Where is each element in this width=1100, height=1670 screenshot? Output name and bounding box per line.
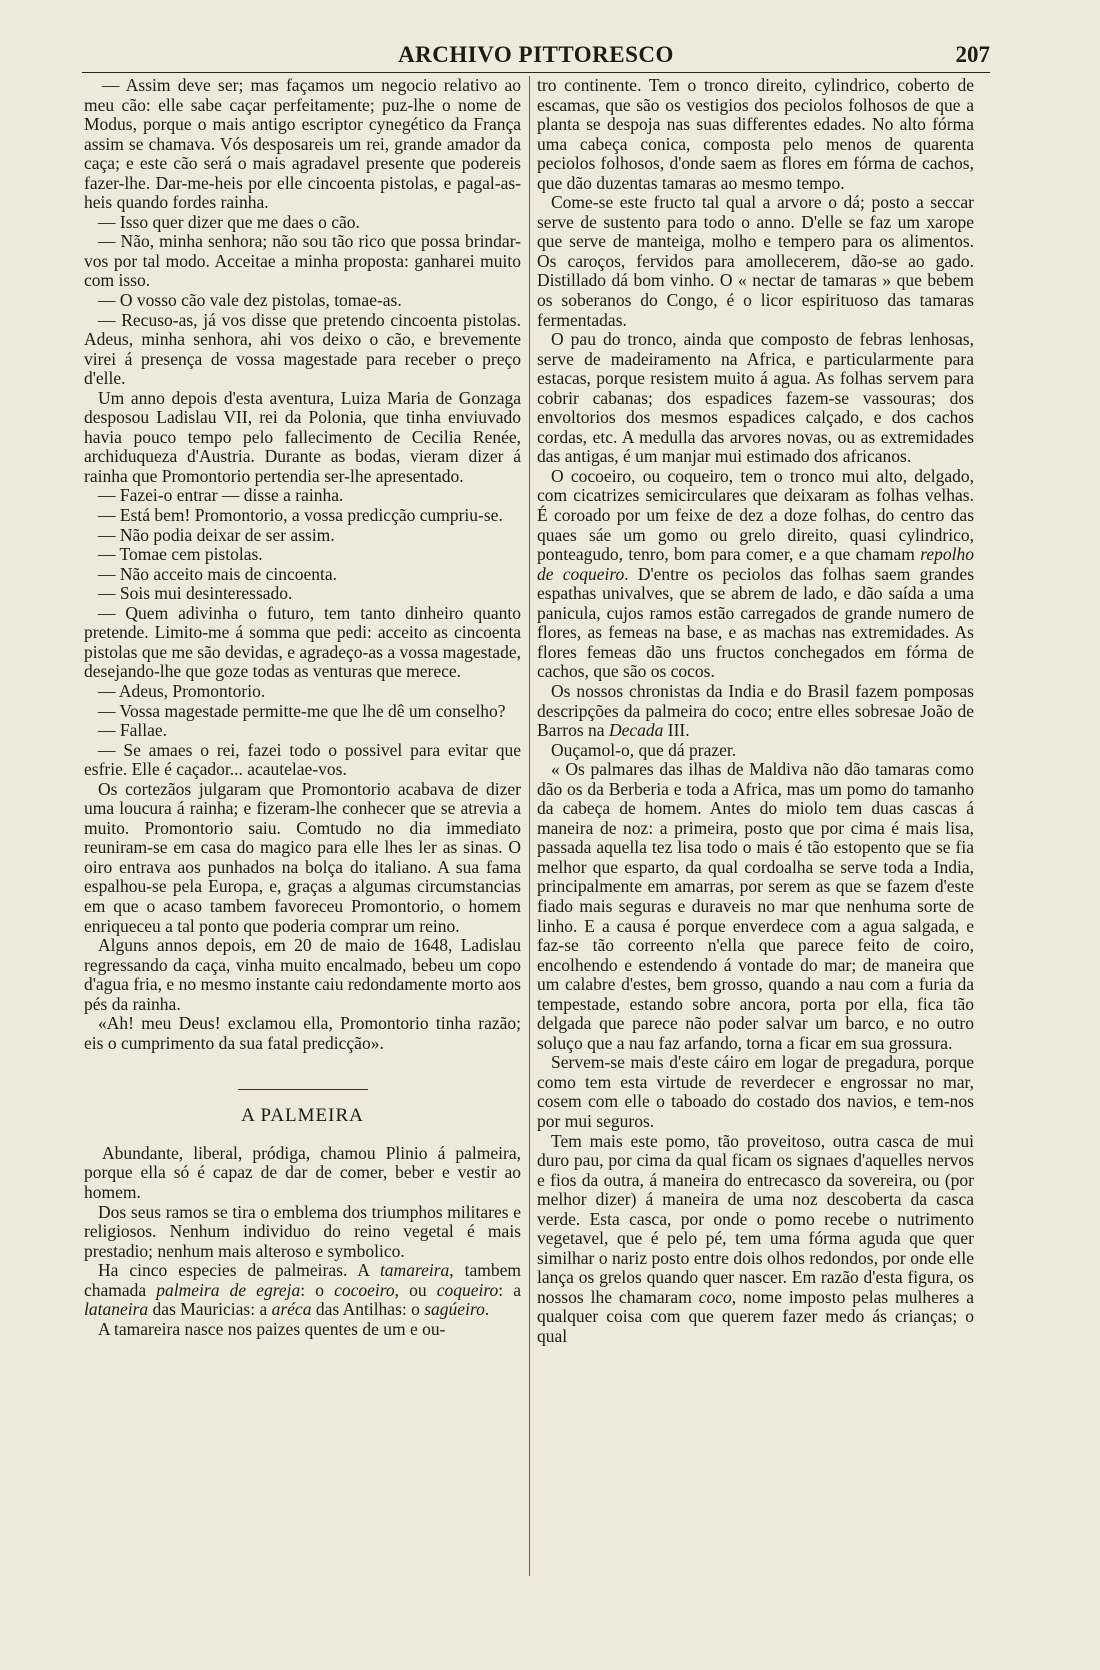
text-run: , tambem chamada [84,1260,521,1300]
text-run: das Antilhas: o [311,1299,425,1320]
page-header [82,38,990,73]
paragraph: Um anno depois d'esta aventura, Luiza Maria de Gonzaga desposou Ladislau VII, rei da Polonia, que tinha enviuvado havia pouco tempo pelo fallecimento de Cecilia Renée, archiduqueza d'Austria. Durante as bodas, vieram dizer á rainha que Promontorio pertendia ser-lhe apresentado. [84,387,521,486]
text-run: III. [663,720,690,741]
paragraph: Come-se este fructo tal qual a arvore o dá; posto a seccar serve de sustento para todo o anno. D'elle se faz um xarope que serve de manteiga, molho e tempero para os alimentos. Os caroços, fervidos para amollecerem, dão-se ao gado. Distillado dá bom vinho. O « nectar de tamaras » que bebem os soberanos do Congo, é o licor espirituoso das tamaras fermentadas. [537,192,974,330]
species-name: aréca [271,1299,312,1320]
italic-term: coco [698,1286,732,1307]
paragraph: — Fallae. [98,720,168,741]
text-run: Tem mais este pomo, tão proveitoso, outra casca de mui duro pau, por cima da qual ficam os signaes d'aquelles nervos e fios da outra, á maneira do entrecasco da sovereira, ou (por melhor dizer) á maneira de uma noz descoberta da casca verde. Esta casca, por onde o pomo recebe o nutrimento vegetavel, que é pelo pé, tem uma fórma aguda que quer similhar o nariz posto entre dois olhos redondos, por onde elle lança os grelos quando quer nascer. Em razão d'esta figura, os nossos lhe chamaram [537,1130,974,1307]
text-run: Os nossos chronistas da India e do Brasil fazem pomposas descripções da palmeira do coco; entre elles sobresae João de Barros na [537,680,974,741]
paragraph: O pau do tronco, ainda que composto de febras lenhosas, serve de madeiramento na Africa, e particularmente para estacas, porque resistem muito á agua. As folhas servem para cobrir cabanas; dos espadices fazem-se vassouras; dos envoltorios dos mesmos espadices calçado, e dos cachos cordas, etc. A medulla das arvores novas, ou as extremidades das antigas, é um manjar mui estimado dos africanos. [537,329,974,467]
text-run: : a [498,1279,522,1300]
paragraph: — Adeus, Promontorio. [98,680,266,701]
paragraph: — Assim deve ser; mas façamos um negocio relativo ao meu cão: elle sabe caçar perfeitamente; puz-lhe o nome de Modus, porque o mais antigo escriptor cynegético da França assim se chamava. Vós desposareis um rei, grande amador da caça; e este cão será o mais agradavel presente que podereis fazer-lhe. Dar-me-heis por elle cincoenta pistolas, e pagal-as-heis quando fordes rainha. [84,75,521,213]
text-run: , nome imposto pelas mulheres a qualquer coisa com que querem fazer medo ás crianças; o qual [537,1286,974,1346]
palm-paragraph: Abundante, liberal, pródiga, chamou Plinio á palmeira, porque ella só é capaz de dar de comer, beber e vestir ao homem. [84,1142,521,1202]
paragraph: Alguns annos depois, em 20 de maio de 1648, Ladislau regressando da caça, vinha muito encalmado, bebeu um copo d'agua fria, e no mesmo instante caiu redondamente morto aos pés da rainha. [84,935,521,1014]
right-column [537,76,974,1347]
paragraph [537,682,974,741]
paragraph [537,1132,974,1347]
paragraph: — Recuso-as, já vos disse que pretendo cincoenta pistolas. Adeus, minha senhora, ahi vos deixo o cão, e brevemente virei á presença de vossa magestade para receber o preço d'elle. [84,309,521,389]
species-name: palmeira de egreja [156,1279,301,1300]
paragraph: — Fazei-o entrar — disse a rainha. [98,485,344,506]
section-title: A PALMEIRA [241,1105,364,1127]
paragraph [537,467,974,682]
italic-term: Decada [608,720,664,741]
paragraph: — Isso quer dizer que me daes o cão. [98,211,360,232]
left-column [84,76,521,1339]
section-divider [238,1089,368,1090]
italic-term: repolho de coqueiro [537,544,974,584]
text-run: . [484,1299,490,1320]
palm-species-paragraph [84,1261,521,1320]
text-run: : o [300,1279,335,1300]
palm-paragraph: Dos seus ramos se tira o emblema dos triumphos militares e religiosos. Nenhum individuo do reino vegetal é mais prestadio; nenhum mais alteroso e symbolico. [84,1201,521,1261]
paragraph: — Está bem! Promontorio, a vossa predicção cumpriu-se. [98,505,503,526]
left-paragraphs [84,76,521,1053]
text-run: O cocoeiro, ou coqueiro, tem o tronco mui alto, delgado, com cicatrizes semicirculares que deixaram as folhas velhas. É coroado por um feixe de dez a doze folhas, do centro das quaes sáe um gomo ou grelo direito, quasi cylindrico, ponteagudo, tenro, bom para comer, e a que chamam [537,465,974,565]
species-name: cocoeiro [334,1279,395,1300]
paragraph: — Não, minha senhora; não sou tão rico que possa brindar-vos por tal modo. Acceitae a minha proposta: ganharei muito com isso. [84,231,521,291]
species-name: sagúeiro [424,1299,485,1320]
paragraph: — Se amaes o rei, fazei todo o possivel para evitar que esfrie. Elle é caçador... acautelae-vos. [84,739,521,780]
paragraph: — Quem adivinha o futuro, tem tanto dinheiro quanto pretende. Limito-me á somma que pedi: acceito as cincoenta pistolas que me são devidas, e agradeço-as a vossa magestade, desejando-lhe que goze todas as venturas que merece. [84,602,521,682]
text-run: das Mauricias: a [148,1299,272,1320]
text-run: Ha cinco especies de palmeiras. A [98,1260,380,1281]
paragraph: — Não podia deixar de ser assim. [98,524,335,545]
species-name: lataneira [84,1299,149,1320]
species-name: tamareira [379,1260,450,1281]
paragraph: — Tomae cem pistolas. [98,544,263,565]
paragraph: «Ah! meu Deus! exclamou ella, Promontorio tinha razão; eis o cumprimento da sua fatal predicção». [84,1013,521,1053]
paragraph: — O vosso cão vale dez pistolas, tomae-as. [98,290,402,311]
paragraph: « Os palmares das ilhas de Maldiva não dão tamaras como dão os da Berberia e toda a Africa, mas um pomo do tamanho da cabeça de homem. Antes do miolo tem duas cascas á maneira de noz: a primeira, posto que por cima é mais lisa, passada aquella tez lisa todo o mais é tão estopento que se fia melhor que esparto, da qual cordoalha se serve toda a India, principalmente em amarras, por serem as que se fazem d'este fiado mais seguras e duraveis no mar que nenhuma sorte de linho. E a causa é porque enverdece com a agua salgada, e faz-se tão correento n'ella que parece feito de coiro, encolhendo e estendendo á vontade do mar; de maneira que um calabre d'estes, bem grosso, quando a nau com a furia da tempestade, estando sobre ancora, porta por ella, fica tão delgada que parece não poder salvar um barco, e no outro soluço que a nau faz arfando, torna a ficar em sua grossura. [537,759,974,1053]
paragraph: tro continente. Tem o tronco direito, cylindrico, coberto de escamas, que são os vestigios dos peciolos folhosos de que a planta se despoja nas suas differentes edades. No alto fórma uma cabeça conica, composta pelo menos de quarenta peciolos folhosos, d'onde saem as flores em fórma de cachos, que dão duzentas tamaras ao mesmo tempo. [537,75,974,193]
paragraph: Os cortezãos julgaram que Promontorio acabava de dizer uma loucura á rainha; e fizeram-lhe conhecer que se atrevia a muito. Promontorio saiu. Comtudo no dia immediato reuniram-se em casa do magico para elle lhes ler as sinas. O oiro entrava aos punhados na bolça do italiano. A sua fama espalhou-se pela Europa, e, graças a algumas circumstancias em que o acaso tambem favoreceu Promontorio, o homem enriqueceu a tal ponto que poderia comprar um reino. [84,778,521,936]
running-title: ARCHIVO PITTORESCO [398,42,674,67]
paragraph: Ouçamol-o, que dá prazer. [551,739,737,760]
paragraph: — Sois mui desinteressado. [98,583,293,604]
paragraph: — Não acceito mais de cincoenta. [98,563,338,584]
species-name: coqueiro [436,1279,499,1300]
paragraph: Servem-se mais d'este cáiro em logar de pregadura, porque como tem esta virtude de reverdecer e engrossar no mar, cosem com elle o taboado do costado dos navios, e tem-nos por mui seguros. [537,1052,974,1131]
text-run: , ou [394,1279,437,1300]
text-run: . D'entre os peciolos das folhas saem grandes espathas univalves, que se abrem de lado, e dão saída a uma panicula, cujos ramos estão carregados de grande numero de flores, as femeas na base, e as machas nas extremidades. As flores femeas dão uns fructos conchegados em fórma de cachos, que são os cocos. [537,563,975,682]
palm-paragraph: A tamareira nasce nos paizes quentes de um e ou- [98,1318,446,1339]
paragraph: — Vossa magestade permitte-me que lhe dê um conselho? [98,700,506,721]
page-number: 207 [955,42,990,67]
column-rule [529,76,530,1576]
